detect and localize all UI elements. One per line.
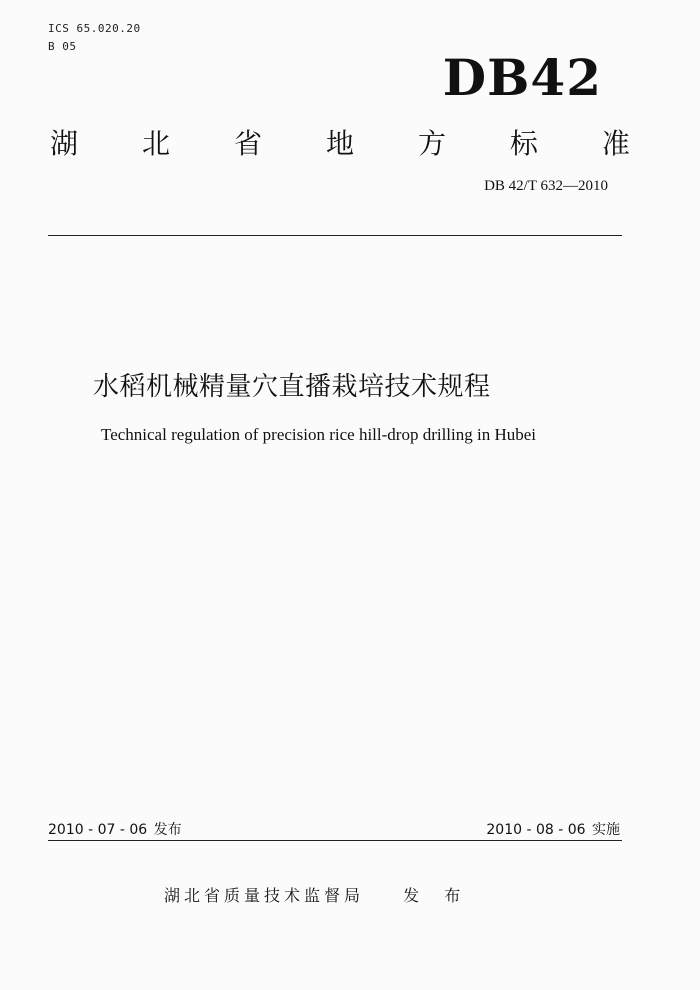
issuing-authority (164, 883, 470, 906)
bottom-divider (48, 840, 622, 841)
chinese-title: 水稻机械精量穴直播栽培技术规程 (93, 372, 491, 402)
standard-type-char: 北 (141, 127, 170, 160)
standard-type-char: 标 (509, 127, 538, 160)
ics-classification-code: ICS 65.020.20 (48, 22, 141, 35)
issue-date-label: 发布 (153, 822, 182, 838)
top-divider (48, 235, 622, 236)
standard-type-char: 湖 (50, 127, 79, 160)
issue-date (48, 819, 182, 839)
standard-type-heading (50, 122, 630, 162)
standard-type-char: 方 (417, 127, 446, 160)
implementation-date (486, 819, 620, 839)
ccs-classification-code: B 05 (48, 40, 77, 53)
issuer-action: 发 布 (403, 886, 471, 905)
implementation-date-label: 实施 (592, 822, 620, 838)
issue-date-value: 2010 - 07 - 06 (48, 822, 148, 838)
standard-number: DB 42/T 632—2010 (484, 178, 608, 194)
standard-type-char: 地 (325, 127, 354, 160)
standard-type-char: 准 (601, 127, 630, 160)
issuer-name: 湖北省质量技术监督局 (164, 886, 365, 905)
standard-type-char: 省 (233, 127, 262, 160)
english-title: Technical regulation of precision rice hill-drop drilling in Hubei (101, 425, 537, 444)
db42-logo: DB42 (442, 48, 602, 107)
implementation-date-value: 2010 - 08 - 06 (486, 822, 586, 838)
